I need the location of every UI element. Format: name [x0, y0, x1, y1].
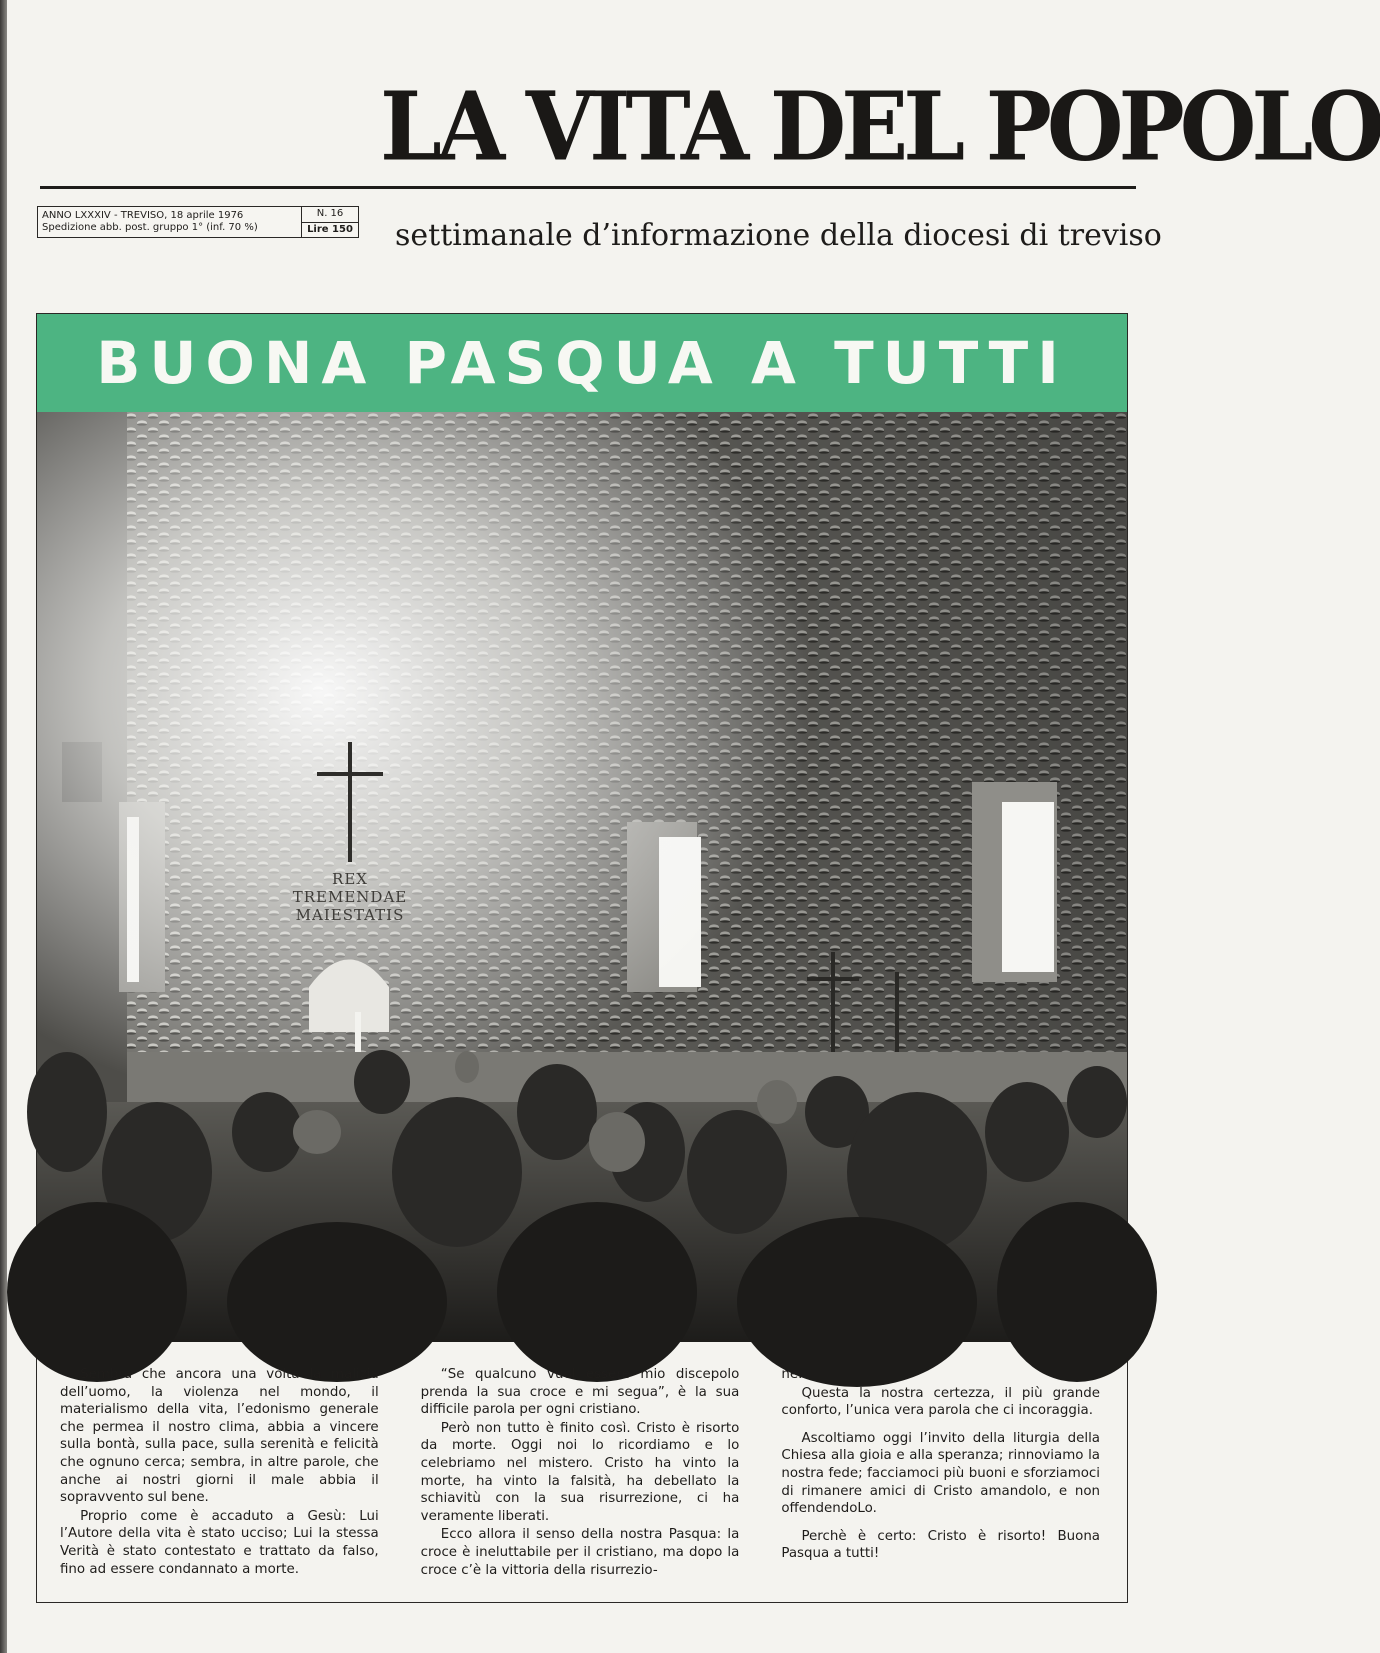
altar-cross-horizontal [807, 977, 859, 981]
paragraph: Proprio come è accaduto a Gesù: Lui l’Autore della vita è stato ucciso; Lui la stessa Verità è stato contestato e trattato da falso, fino ad essere condannato a morte. [60, 1508, 379, 1577]
article-body [60, 1366, 1100, 1579]
article-column-2 [421, 1366, 740, 1579]
paragraph: Ascoltiamo oggi l’invito della liturgia della Chiesa alla gioia e alla speranza; rinnoviamo la nostra fede; facciamoci più buoni e sforziamoci di rimanere amici di Cristo amandolo, e non offendendoLo. [781, 1430, 1101, 1517]
paragraph: ne. [781, 1367, 803, 1382]
issue-postal-line: Spedizione abb. post. gruppo 1° (inf. 70 %) [42, 222, 258, 233]
issue-info-right [302, 207, 358, 237]
paragraph: Perchè è certo: Cristo è risorto! Buona Pasqua a tutti! [781, 1528, 1101, 1562]
issue-date-line: ANNO LXXXIV - TREVISO, 18 aprile 1976 [42, 210, 244, 221]
altar-cross-vertical [831, 952, 835, 1062]
issue-price: Lire 150 [307, 223, 353, 235]
issue-info-left [38, 207, 302, 237]
wall-cross-vertical [348, 742, 352, 862]
easter-banner [37, 314, 1127, 412]
masthead-title: LA VITA DEL POPOLO [380, 69, 1380, 183]
banner-text: BUONA PASQUA A TUTTI [96, 329, 1068, 397]
engraving-line-3: MAIESTATIS [295, 906, 405, 924]
paragraph: Però non tutto è finito così. Cristo è risorto da morte. Oggi noi lo ricordiamo e lo celebriamo nel mistero. Cristo ha vinto la morte, ha vinto la falsità, ha debellato la schiavitù con la sua risurrezione, ci ha veramente liberati. [420, 1420, 740, 1524]
wall-cross-horizontal [317, 772, 383, 776]
photo-illustration [37, 412, 1127, 1342]
binding-edge [0, 0, 7, 1653]
paragraph: “Se qualcuno vuol essere mio discepolo prenda la sua croce e mi segua”, è la sua difficile parola per ogni cristiano. [420, 1367, 740, 1418]
issue-number: N. 16 [302, 207, 358, 223]
engraving-line-1: REX [332, 870, 368, 888]
article-column-1 [60, 1366, 379, 1579]
masthead-rule [40, 186, 1136, 189]
article-column-3 [781, 1366, 1100, 1579]
masthead-subtitle: settimanale d’informazione della diocesi di treviso [395, 218, 1162, 253]
paragraph: Questa la nostra certezza, il più grande conforto, l’unica vera parola che ci incoraggia. [781, 1385, 1101, 1419]
issue-info-box [37, 206, 359, 238]
church-interior-photo [37, 412, 1127, 1342]
paragraph: Sembra che ancora una volta la malizia dell’uomo, la violenza nel mondo, il materialismo della vita, l’edonismo generale che permea il nostro clima, abbia a vincere sulla bontà, sulla pace, sulla serenità e felicità che ognuno cerca; sembra, in altre parole, che anche ai nostri giorni il male abbia il sopravvento sul bene. [60, 1367, 379, 1506]
paragraph: Ecco allora il senso della nostra Pasqua: la croce è ineluttabile per il cristiano, ma dopo la croce c’è la vittoria della risurrezio- [420, 1527, 740, 1578]
engraving-line-2: TREMENDAE [292, 888, 408, 906]
